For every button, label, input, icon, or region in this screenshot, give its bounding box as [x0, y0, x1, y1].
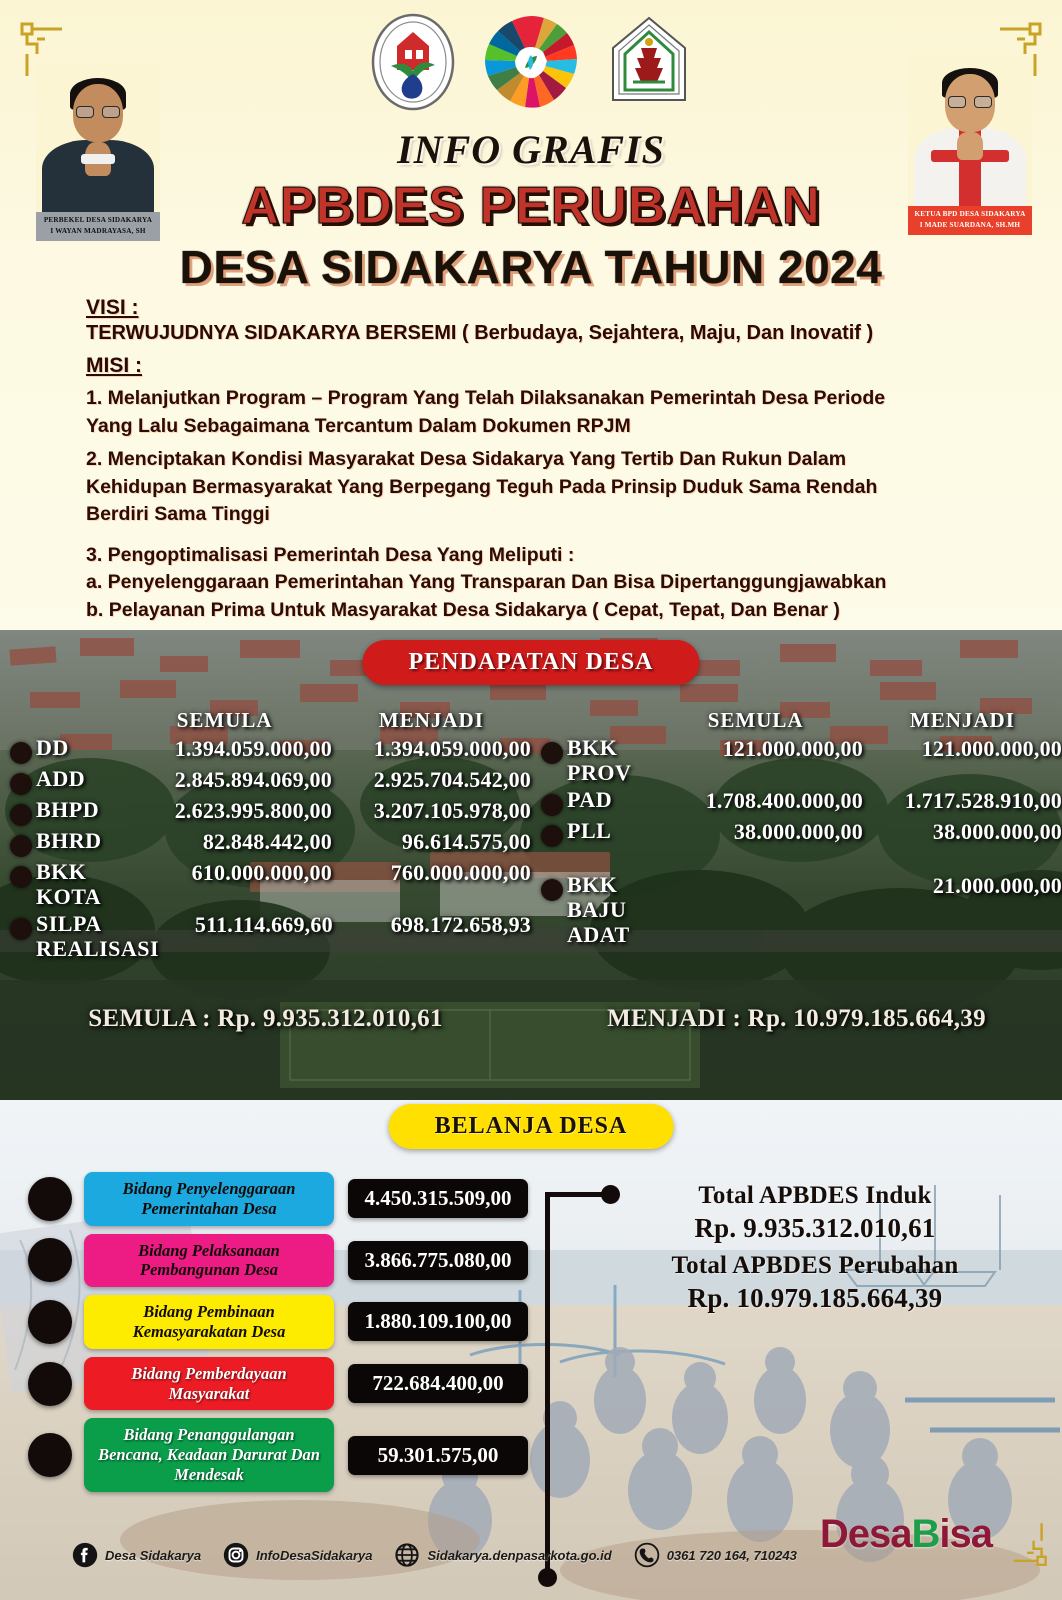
total-perubahan-label: Total APBDES Perubahan	[671, 1252, 959, 1279]
phone-link[interactable]	[634, 1542, 797, 1568]
row-label: BHRD	[36, 828, 102, 853]
misi-line-4: Kehidupan Bermasyarakat Yang Berpegang Teguh Pada Prinsip Duduk Sama Rendah	[86, 475, 878, 498]
list-item	[28, 1234, 538, 1288]
right-header-spacer	[541, 708, 649, 733]
desabisa-logo	[820, 1512, 992, 1557]
pendapatan-right-column	[531, 708, 1062, 962]
phone-number: 0361 720 164, 710243	[666, 1547, 797, 1563]
list-item	[28, 1295, 538, 1349]
social-links	[72, 1542, 809, 1568]
bullet-dot-icon	[541, 742, 563, 764]
phone-icon	[634, 1542, 660, 1568]
pendapatan-left-column	[0, 708, 531, 962]
band-amount: 722.684.400,00	[348, 1364, 528, 1403]
band-amount: 4.450.315.509,00	[348, 1179, 528, 1218]
denpasar-logo	[599, 12, 699, 112]
table-row	[0, 736, 531, 764]
desabisa-part3: isa	[939, 1512, 992, 1556]
row-menjadi: 121.000.000,00	[921, 736, 1062, 761]
band-label: Bidang Penanggulangan Bencana, Keadaan Darurat Dan Mendesak	[84, 1418, 334, 1491]
footer-bar	[0, 1512, 1062, 1582]
row-menjadi: 38.000.000,00	[932, 819, 1062, 845]
bullet-dot-icon	[10, 804, 32, 826]
table-row	[531, 819, 1062, 847]
instagram-handle: InfoDesaSidakarya	[256, 1547, 373, 1563]
row-menjadi: 96.614.575,00	[401, 829, 531, 854]
left-header-semula: SEMULA	[176, 708, 273, 732]
misi-line-5: Berdiri Sama Tinggi	[86, 503, 270, 526]
row-semula: 82.848.442,00	[202, 829, 332, 854]
desabisa-part2: B	[911, 1512, 940, 1556]
pendapatan-section	[0, 630, 1062, 1100]
row-menjadi: 698.172.658,93	[390, 912, 531, 938]
row-label: BHPD	[36, 797, 100, 822]
row-semula: 121.000.000,00	[722, 736, 863, 761]
perbekel-role: PERBEKEL DESA SIDAKARYA	[43, 216, 153, 224]
misi-line-8: b. Pelayanan Prima Untuk Masyarakat Desa Sidakarya ( Cepat, Tepat, Dan Benar )	[86, 598, 840, 621]
belanja-section	[0, 1100, 1062, 1600]
bullet-dot-icon	[28, 1238, 72, 1282]
band-amount: 59.301.575,00	[348, 1436, 528, 1475]
row-label: PAD	[567, 787, 613, 813]
row-label: BKK KOTA	[36, 859, 102, 909]
row-label: BKK BAJU ADAT	[567, 872, 630, 947]
band-label: Bidang Pelaksanaan Pembangunan Desa	[84, 1234, 334, 1288]
kemendes-logo	[363, 12, 463, 112]
list-item	[28, 1357, 538, 1411]
perbekel-name: I WAYAN MADRAYASA, SH	[50, 227, 146, 236]
total-semula: SEMULA : Rp. 9.935.312.010,61	[88, 1005, 443, 1032]
bullet-dot-icon	[541, 825, 563, 847]
row-label: SILPA REALISASI	[36, 911, 160, 961]
vision-mission-block	[86, 296, 1026, 623]
left-header-spacer	[10, 708, 118, 733]
pendapatan-badge: PENDAPATAN DESA	[362, 640, 699, 685]
row-semula: 511.114.669,60	[194, 912, 333, 938]
total-induk-value: Rp. 9.935.312.010,61	[694, 1213, 936, 1243]
row-menjadi: 21.000.000,00	[932, 873, 1062, 899]
row-semula: 38.000.000,00	[733, 819, 863, 845]
row-menjadi: 1.717.528.910,00	[904, 788, 1062, 814]
table-row	[531, 873, 1062, 947]
bullet-dot-icon	[10, 835, 32, 857]
table-row	[531, 736, 1062, 785]
bullet-dot-icon	[28, 1300, 72, 1344]
pendapatan-right-header	[531, 708, 1062, 733]
row-menjadi: 2.925.704.542,00	[373, 767, 531, 792]
visi-label: VISI :	[86, 296, 139, 319]
globe-icon	[394, 1542, 420, 1568]
visi-text: TERWUJUDNYA SIDAKARYA BERSEMI ( Berbudaya, Sejahtera, Maju, Dan Inovatif )	[86, 322, 874, 344]
corner-ornament-icon	[996, 1520, 1052, 1576]
row-menjadi: 1.394.059.000,00	[373, 736, 531, 761]
bullet-dot-icon	[10, 773, 32, 795]
band-label: Bidang Pembinaan Kemasyarakatan Desa	[84, 1295, 334, 1349]
poster-title-line1: APBDES PERUBAHAN	[241, 177, 821, 235]
facebook-icon	[72, 1542, 98, 1568]
bullet-dot-icon	[28, 1362, 72, 1406]
table-row	[0, 860, 531, 909]
right-header-menjadi: MENJADI	[909, 708, 1015, 732]
row-semula: 1.708.400.000,00	[705, 788, 863, 814]
row-label: BKK PROV	[567, 735, 632, 785]
belanja-band-list	[28, 1172, 538, 1500]
bullet-dot-icon	[10, 866, 32, 888]
row-menjadi: 760.000.000,00	[390, 860, 531, 885]
bullet-dot-icon	[541, 879, 563, 901]
row-label: DD	[36, 735, 69, 760]
row-menjadi: 3.207.105.978,00	[373, 798, 531, 823]
row-semula: 1.394.059.000,00	[174, 736, 332, 761]
misi-line-1: 1. Melanjutkan Program – Program Yang Telah Dilaksanakan Pemerintah Desa Periode	[86, 387, 886, 409]
misi-line-2: Yang Lalu Sebagaimana Tercantum Dalam Dokumen RPJM	[86, 414, 631, 437]
bullet-dot-icon	[28, 1433, 72, 1477]
total-perubahan-value: Rp. 10.979.185.664,39	[687, 1283, 943, 1313]
row-label: ADD	[36, 766, 86, 791]
list-item	[28, 1418, 538, 1491]
misi-line-3: 2. Menciptakan Kondisi Masyarakat Desa Sidakarya Yang Tertib Dan Rukun Dalam	[86, 448, 847, 471]
website-link[interactable]	[394, 1542, 611, 1568]
row-semula: 610.000.000,00	[191, 860, 332, 885]
row-semula: 2.623.995.800,00	[174, 798, 332, 823]
misi-line-6: 3. Pengoptimalisasi Pemerintah Desa Yang Meliputi :	[86, 543, 575, 566]
bullet-dot-icon	[541, 794, 563, 816]
website-url: Sidakarya.denpasarkota.go.id	[427, 1547, 612, 1563]
belanja-totals	[600, 1180, 1030, 1322]
misi-label: MISI :	[86, 354, 142, 377]
pendapatan-totals	[0, 1005, 1062, 1033]
band-label: Bidang Pemberdayaan Masyarakat	[84, 1357, 334, 1411]
band-label: Bidang Penyelenggaraan Pemerintahan Desa	[84, 1172, 334, 1226]
table-row	[0, 912, 531, 961]
facebook-link[interactable]	[72, 1542, 201, 1568]
belanja-badge: BELANJA DESA	[389, 1104, 674, 1149]
instagram-link[interactable]	[223, 1542, 372, 1568]
facebook-handle: Desa Sidakarya	[105, 1547, 202, 1563]
band-amount: 1.880.109.100,00	[348, 1302, 528, 1341]
table-row	[0, 829, 531, 857]
bullet-dot-icon	[28, 1177, 72, 1221]
left-header-menjadi: MENJADI	[378, 708, 484, 732]
pendapatan-columns	[0, 708, 1062, 962]
right-header-semula: SEMULA	[707, 708, 804, 732]
sdgs-desa-logo	[481, 12, 581, 112]
ketua-bpd-role: KETUA BPD DESA SIDAKARYA	[914, 210, 1026, 218]
bullet-dot-icon	[10, 742, 32, 764]
row-label: PLL	[567, 818, 612, 844]
band-amount: 3.866.775.080,00	[348, 1241, 528, 1280]
row-semula: 2.845.894.069,00	[174, 767, 332, 792]
pendapatan-left-header	[0, 708, 531, 733]
desabisa-part1: Desa	[819, 1512, 912, 1556]
table-row	[0, 767, 531, 795]
list-item	[28, 1172, 538, 1226]
misi-line-7: a. Penyelenggaraan Pemerintahan Yang Transparan Dan Bisa Dipertanggungjawabkan	[86, 571, 887, 594]
bullet-dot-icon	[10, 918, 32, 940]
total-menjadi: MENJADI : Rp. 10.979.185.664,39	[607, 1005, 986, 1032]
instagram-icon	[223, 1542, 249, 1568]
header-section	[0, 0, 1062, 630]
table-row	[0, 798, 531, 826]
ketua-bpd-name: I MADE SUARDANA, SH.MH	[919, 221, 1021, 230]
total-induk-label: Total APBDES Induk	[698, 1182, 932, 1209]
info-grafis-label: INFO GRAFIS	[397, 127, 665, 172]
poster-title-line2: DESA SIDAKARYA TAHUN 2024	[179, 241, 883, 293]
table-row	[531, 788, 1062, 816]
